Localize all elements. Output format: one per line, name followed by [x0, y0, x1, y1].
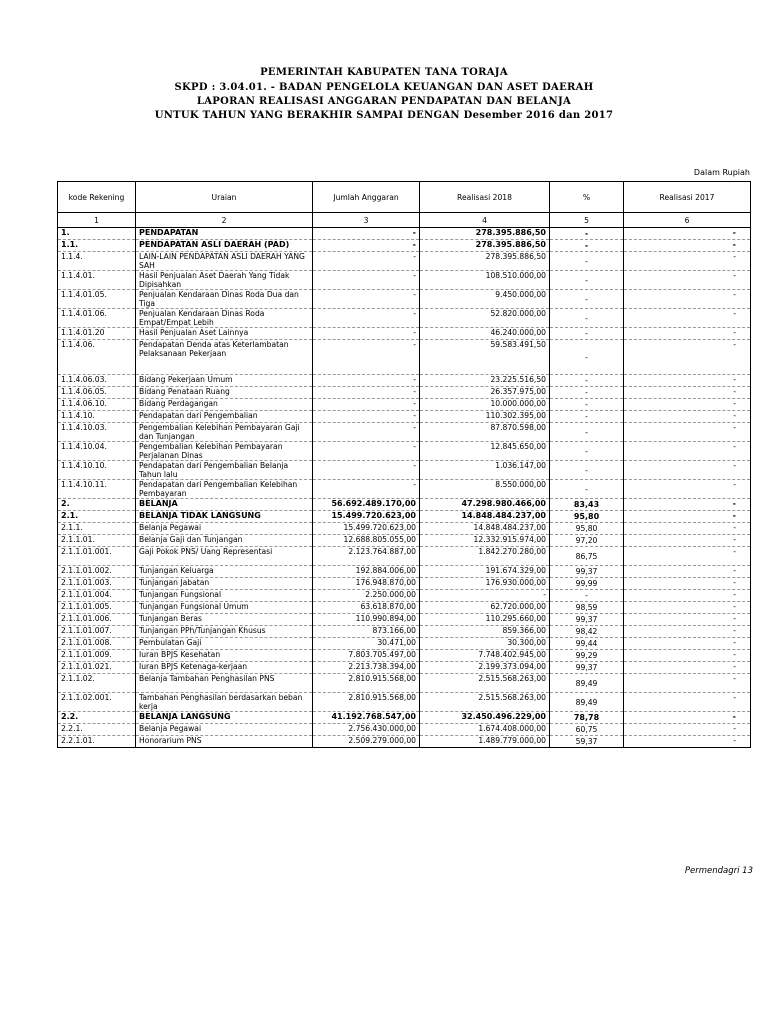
col-header-jumlah-anggaran: Jumlah Anggaran [313, 182, 420, 213]
table-row [58, 340, 751, 375]
row-anggaran: 2.810.915.568,00 [313, 693, 420, 712]
row-uraian: PENDAPATAN ASLI DAERAH (PAD) [136, 240, 313, 252]
currency-unit-note: Dalam Rupiah [693, 168, 750, 177]
row-realisasi: 47.298.980.466,00 [420, 499, 550, 511]
row-kode: 2.2. [58, 712, 136, 724]
row-persen: 99,44 [550, 638, 624, 650]
row-persen: - [550, 423, 624, 442]
row-anggaran: 2.756.430.000,00 [313, 724, 420, 736]
row-anggaran: - [313, 309, 420, 328]
row-realisasi-prev: - [624, 662, 751, 674]
row-persen: - [550, 309, 624, 328]
row-realisasi-prev: - [624, 375, 751, 387]
row-realisasi-prev: - [624, 240, 751, 252]
table-row [58, 693, 751, 712]
row-persen: 99,37 [550, 566, 624, 578]
table-row [58, 411, 751, 423]
report-header-line-2: SKPD : 3.04.01. - BADAN PENGELOLA KEUANGAN DAN ASET DAERAH [174, 82, 594, 93]
row-anggaran: 2.509.279.000,00 [313, 736, 420, 748]
row-realisasi-prev: - [624, 442, 751, 461]
row-realisasi: 110.302.395,00 [420, 411, 550, 423]
row-anggaran: - [313, 387, 420, 399]
row-kode: 2.1.1.01.003. [58, 578, 136, 590]
row-kode: 2.1.1.01.008. [58, 638, 136, 650]
row-realisasi-prev: - [624, 566, 751, 578]
row-uraian: Belanja Pegawai [136, 523, 313, 535]
row-persen: - [550, 328, 624, 340]
row-realisasi: 14.848.484.237,00 [420, 523, 550, 535]
row-persen: - [550, 240, 624, 252]
table-row [58, 399, 751, 411]
row-realisasi: 23.225.516,50 [420, 375, 550, 387]
row-uraian: Pengembalian Kelebihan Pembayaran Perjalanan Dinas [136, 442, 313, 461]
row-kode: 1.1.4.01. [58, 271, 136, 290]
row-realisasi: 1.489.779.000,00 [420, 736, 550, 748]
row-uraian: Belanja Pegawai [136, 724, 313, 736]
report-header-line-3: LAPORAN REALISASI ANGGARAN PENDAPATAN DAN BELANJA [196, 96, 572, 107]
row-kode: 2.1.1.01.021. [58, 662, 136, 674]
row-anggaran: - [313, 271, 420, 290]
table-row [58, 712, 751, 724]
row-anggaran: 15.499.720.623,00 [313, 523, 420, 535]
row-kode: 1.1. [58, 240, 136, 252]
col-number: 1 [58, 213, 136, 228]
row-uraian: Pendapatan Denda atas Keterlambatan Pelaksanaan Pekerjaan [136, 340, 313, 375]
row-uraian: Bidang Perdagangan [136, 399, 313, 411]
table-row [58, 423, 751, 442]
row-anggaran: - [313, 480, 420, 499]
row-persen: - [550, 480, 624, 499]
row-uraian: Tunjangan Fungsional [136, 590, 313, 602]
col-number: 5 [550, 213, 624, 228]
row-realisasi-prev: - [624, 328, 751, 340]
row-uraian: Iuran BPJS Kesehatan [136, 650, 313, 662]
row-persen: 95,80 [550, 523, 624, 535]
row-anggaran: - [313, 328, 420, 340]
row-kode: 1.1.4.10.03. [58, 423, 136, 442]
row-realisasi: - [420, 590, 550, 602]
table-row [58, 511, 751, 523]
row-kode: 2.1.1.01. [58, 535, 136, 547]
column-number-row [58, 213, 751, 228]
row-realisasi-prev: - [624, 523, 751, 535]
row-realisasi-prev: - [624, 309, 751, 328]
table-header-row [58, 182, 751, 213]
row-realisasi-prev: - [624, 712, 751, 724]
row-anggaran: 63.618.870,00 [313, 602, 420, 614]
row-kode: 2.1.1.01.007. [58, 626, 136, 638]
table-row [58, 442, 751, 461]
row-kode: 1.1.4.10.10. [58, 461, 136, 480]
table-row [58, 662, 751, 674]
row-uraian: BELANJA LANGSUNG [136, 712, 313, 724]
row-kode: 1.1.4.06.05. [58, 387, 136, 399]
row-anggaran: - [313, 228, 420, 240]
row-realisasi: 32.450.496.229,00 [420, 712, 550, 724]
row-anggaran: 2.250.000,00 [313, 590, 420, 602]
row-kode: 2.1.1.01.005. [58, 602, 136, 614]
row-kode: 1. [58, 228, 136, 240]
row-realisasi-prev: - [624, 499, 751, 511]
table-row [58, 499, 751, 511]
table-row [58, 566, 751, 578]
row-realisasi: 278.395.886,50 [420, 228, 550, 240]
row-realisasi: 1.674.408.000,00 [420, 724, 550, 736]
row-uraian: Pendapatan dari Pengembalian Kelebihan Pembayaran [136, 480, 313, 499]
table-row [58, 309, 751, 328]
row-realisasi-prev: - [624, 271, 751, 290]
row-kode: 2. [58, 499, 136, 511]
row-kode: 1.1.4.06.03. [58, 375, 136, 387]
row-persen: 97,20 [550, 535, 624, 547]
row-kode: 2.2.1. [58, 724, 136, 736]
table-row [58, 387, 751, 399]
table-row [58, 252, 751, 271]
row-realisasi: 191.674.329,00 [420, 566, 550, 578]
col-number: 3 [313, 213, 420, 228]
row-persen: - [550, 411, 624, 423]
table-row [58, 375, 751, 387]
row-anggaran: - [313, 442, 420, 461]
row-persen: - [550, 228, 624, 240]
row-kode: 2.1.1.02. [58, 674, 136, 693]
row-uraian: Iuran BPJS Ketenaga-kerjaan [136, 662, 313, 674]
row-persen: - [550, 590, 624, 602]
table-row [58, 674, 751, 693]
row-uraian: PENDAPATAN [136, 228, 313, 240]
col-number: 4 [420, 213, 550, 228]
col-number: 6 [624, 213, 751, 228]
row-uraian: Tunjangan Beras [136, 614, 313, 626]
row-kode: 1.1.4.10.11. [58, 480, 136, 499]
table-row [58, 480, 751, 499]
row-anggaran: 2.123.764.887,00 [313, 547, 420, 566]
row-anggaran: - [313, 252, 420, 271]
row-anggaran: - [313, 411, 420, 423]
row-kode: 1.1.4.01.05. [58, 290, 136, 309]
row-persen: 89,49 [550, 674, 624, 693]
row-anggaran: - [313, 240, 420, 252]
row-kode: 1.1.4. [58, 252, 136, 271]
row-kode: 2.1.1. [58, 523, 136, 535]
row-kode: 2.1.1.01.006. [58, 614, 136, 626]
row-persen: 98,42 [550, 626, 624, 638]
row-kode: 2.1.1.01.002. [58, 566, 136, 578]
row-realisasi: 2.199.373.094,00 [420, 662, 550, 674]
row-uraian: Pembulatan Gaji [136, 638, 313, 650]
row-realisasi: 62.720.000,00 [420, 602, 550, 614]
row-persen: - [550, 442, 624, 461]
row-uraian: Pengembalian Kelebihan Pembayaran Gaji dan Tunjangan [136, 423, 313, 442]
table-row [58, 240, 751, 252]
row-kode: 2.1.1.02.001. [58, 693, 136, 712]
row-uraian: Tunjangan Fungsional Umum [136, 602, 313, 614]
row-kode: 2.1.1.01.009. [58, 650, 136, 662]
row-persen: 60,75 [550, 724, 624, 736]
row-realisasi-prev: - [624, 590, 751, 602]
row-uraian: BELANJA [136, 499, 313, 511]
row-persen: - [550, 340, 624, 375]
row-anggaran: 56.692.489.170,00 [313, 499, 420, 511]
row-realisasi: 10.000.000,00 [420, 399, 550, 411]
table-row [58, 271, 751, 290]
row-realisasi: 2.515.568.263,00 [420, 693, 550, 712]
row-realisasi: 9.450.000,00 [420, 290, 550, 309]
row-anggaran: 873.166,00 [313, 626, 420, 638]
row-anggaran: 30.471,00 [313, 638, 420, 650]
row-kode: 1.1.4.01.06. [58, 309, 136, 328]
row-uraian: LAIN-LAIN PENDAPATAN ASLI DAERAH YANG SAH [136, 252, 313, 271]
table-row [58, 590, 751, 602]
row-realisasi-prev: - [624, 614, 751, 626]
row-realisasi-prev: - [624, 461, 751, 480]
row-persen: - [550, 399, 624, 411]
col-header-realisasi-prev: Realisasi 2017 [624, 182, 751, 213]
table-row [58, 535, 751, 547]
row-kode: 1.1.4.10.04. [58, 442, 136, 461]
table-row [58, 626, 751, 638]
row-realisasi-prev: - [624, 340, 751, 375]
row-uraian: BELANJA TIDAK LANGSUNG [136, 511, 313, 523]
row-kode: 1.1.4.06. [58, 340, 136, 375]
row-realisasi: 14.848.484.237,00 [420, 511, 550, 523]
row-realisasi-prev: - [624, 638, 751, 650]
row-realisasi-prev: - [624, 626, 751, 638]
row-persen: 59,37 [550, 736, 624, 748]
row-realisasi-prev: - [624, 290, 751, 309]
row-realisasi: 87.870.598,00 [420, 423, 550, 442]
row-realisasi-prev: - [624, 228, 751, 240]
row-realisasi: 176.930.000,00 [420, 578, 550, 590]
row-realisasi: 859.366,00 [420, 626, 550, 638]
row-uraian: Honorarium PNS [136, 736, 313, 748]
row-anggaran: 192.884.006,00 [313, 566, 420, 578]
row-persen: 83,43 [550, 499, 624, 511]
row-persen: 89,49 [550, 693, 624, 712]
table-row [58, 461, 751, 480]
row-uraian: Tunjangan Keluarga [136, 566, 313, 578]
row-anggaran: - [313, 461, 420, 480]
row-anggaran: 41.192.768.547,00 [313, 712, 420, 724]
row-realisasi-prev: - [624, 547, 751, 566]
row-kode: 1.1.4.10. [58, 411, 136, 423]
col-header-kode: kode Rekening [58, 182, 136, 213]
row-realisasi-prev: - [624, 736, 751, 748]
table-row [58, 602, 751, 614]
row-persen: 99,29 [550, 650, 624, 662]
row-uraian: Bidang Penataan Ruang [136, 387, 313, 399]
table-row [58, 614, 751, 626]
row-realisasi: 8.550.000,00 [420, 480, 550, 499]
row-anggaran: 2.213.738.394,00 [313, 662, 420, 674]
row-realisasi-prev: - [624, 602, 751, 614]
row-realisasi-prev: - [624, 423, 751, 442]
row-uraian: Gaji Pokok PNS/ Uang Representasi [136, 547, 313, 566]
row-realisasi-prev: - [624, 674, 751, 693]
table-row [58, 523, 751, 535]
row-realisasi: 52.820.000,00 [420, 309, 550, 328]
row-persen: 99,37 [550, 614, 624, 626]
row-uraian: Penjualan Kendaraan Dinas Roda Empat/Empat Lebih [136, 309, 313, 328]
row-realisasi-prev: - [624, 724, 751, 736]
row-realisasi-prev: - [624, 693, 751, 712]
row-realisasi: 1.036.147,00 [420, 461, 550, 480]
row-uraian: Tunjangan PPh/Tunjangan Khusus [136, 626, 313, 638]
row-realisasi: 12.332.915.974,00 [420, 535, 550, 547]
table-row [58, 650, 751, 662]
row-realisasi: 1.842.270.280,00 [420, 547, 550, 566]
row-realisasi: 12.845.650,00 [420, 442, 550, 461]
table-row [58, 328, 751, 340]
row-kode: 2.1.1.01.004. [58, 590, 136, 602]
table-row [58, 578, 751, 590]
row-persen: 99,37 [550, 662, 624, 674]
report-header-line-4: UNTUK TAHUN YANG BERAKHIR SAMPAI DENGAN Desember 2016 dan 2017 [154, 110, 614, 121]
row-uraian: Bidang Pekerjaan Umum [136, 375, 313, 387]
table-row [58, 736, 751, 748]
table-row [58, 228, 751, 240]
table-row [58, 547, 751, 566]
row-anggaran: 176.948.870,00 [313, 578, 420, 590]
row-anggaran: - [313, 423, 420, 442]
row-anggaran: 110.990.894,00 [313, 614, 420, 626]
row-persen: - [550, 375, 624, 387]
row-anggaran: 7.803.705.497,00 [313, 650, 420, 662]
row-anggaran: - [313, 290, 420, 309]
row-uraian: Belanja Tambahan Penghasilan PNS [136, 674, 313, 693]
table-row [58, 724, 751, 736]
row-realisasi: 30.300,00 [420, 638, 550, 650]
row-persen: 78,78 [550, 712, 624, 724]
row-realisasi: 7.748.402.945,00 [420, 650, 550, 662]
row-anggaran: - [313, 340, 420, 375]
col-header-realisasi: Realisasi 2018 [420, 182, 550, 213]
budget-realization-table [57, 181, 751, 748]
row-uraian: Hasil Penjualan Aset Daerah Yang Tidak Dipisahkan [136, 271, 313, 290]
col-number: 2 [136, 213, 313, 228]
row-realisasi: 278.395.886,50 [420, 252, 550, 271]
row-persen: 95,80 [550, 511, 624, 523]
row-kode: 2.1. [58, 511, 136, 523]
row-realisasi: 278.395.886,50 [420, 240, 550, 252]
row-anggaran: - [313, 399, 420, 411]
row-kode: 1.1.4.01.20 [58, 328, 136, 340]
row-realisasi-prev: - [624, 535, 751, 547]
row-realisasi: 59.583.491,50 [420, 340, 550, 375]
row-realisasi-prev: - [624, 411, 751, 423]
report-header-line-1: PEMERINTAH KABUPATEN TANA TORAJA [260, 67, 508, 78]
row-persen: - [550, 461, 624, 480]
row-kode: 2.1.1.01.001. [58, 547, 136, 566]
col-header-uraian: Uraian [136, 182, 313, 213]
col-header-persen: % [550, 182, 624, 213]
row-persen: - [550, 387, 624, 399]
table-row [58, 638, 751, 650]
row-persen: 86,75 [550, 547, 624, 566]
regulation-footer: Permendagri 13 [684, 866, 753, 876]
row-realisasi-prev: - [624, 578, 751, 590]
row-realisasi-prev: - [624, 511, 751, 523]
row-persen: - [550, 252, 624, 271]
row-realisasi: 2.515.568.263,00 [420, 674, 550, 693]
row-realisasi-prev: - [624, 650, 751, 662]
row-uraian: Pendapatan dari Pengembalian Belanja Tahun lalu [136, 461, 313, 480]
row-realisasi-prev: - [624, 480, 751, 499]
row-uraian: Hasil Penjualan Aset Lainnya [136, 328, 313, 340]
row-realisasi-prev: - [624, 252, 751, 271]
row-persen: 99,99 [550, 578, 624, 590]
row-uraian: Tunjangan Jabatan [136, 578, 313, 590]
row-realisasi: 46.240.000,00 [420, 328, 550, 340]
row-realisasi: 26.357.975,00 [420, 387, 550, 399]
table-row [58, 290, 751, 309]
row-uraian: Penjualan Kendaraan Dinas Roda Dua dan Tiga [136, 290, 313, 309]
row-anggaran: 2.810.915.568,00 [313, 674, 420, 693]
row-anggaran: 12.688.805.055,00 [313, 535, 420, 547]
row-kode: 1.1.4.06.10. [58, 399, 136, 411]
row-realisasi: 108.510.000,00 [420, 271, 550, 290]
row-realisasi: 110.295.660,00 [420, 614, 550, 626]
row-uraian: Pendapatan dari Pengembalian [136, 411, 313, 423]
row-anggaran: 15.499.720.623,00 [313, 511, 420, 523]
row-persen: - [550, 271, 624, 290]
row-uraian: Tambahan Penghasilan berdasarkan beban kerja [136, 693, 313, 712]
row-realisasi-prev: - [624, 387, 751, 399]
row-kode: 2.2.1.01. [58, 736, 136, 748]
row-anggaran: - [313, 375, 420, 387]
row-uraian: Belanja Gaji dan Tunjangan [136, 535, 313, 547]
row-persen: 98,59 [550, 602, 624, 614]
row-realisasi-prev: - [624, 399, 751, 411]
row-persen: - [550, 290, 624, 309]
